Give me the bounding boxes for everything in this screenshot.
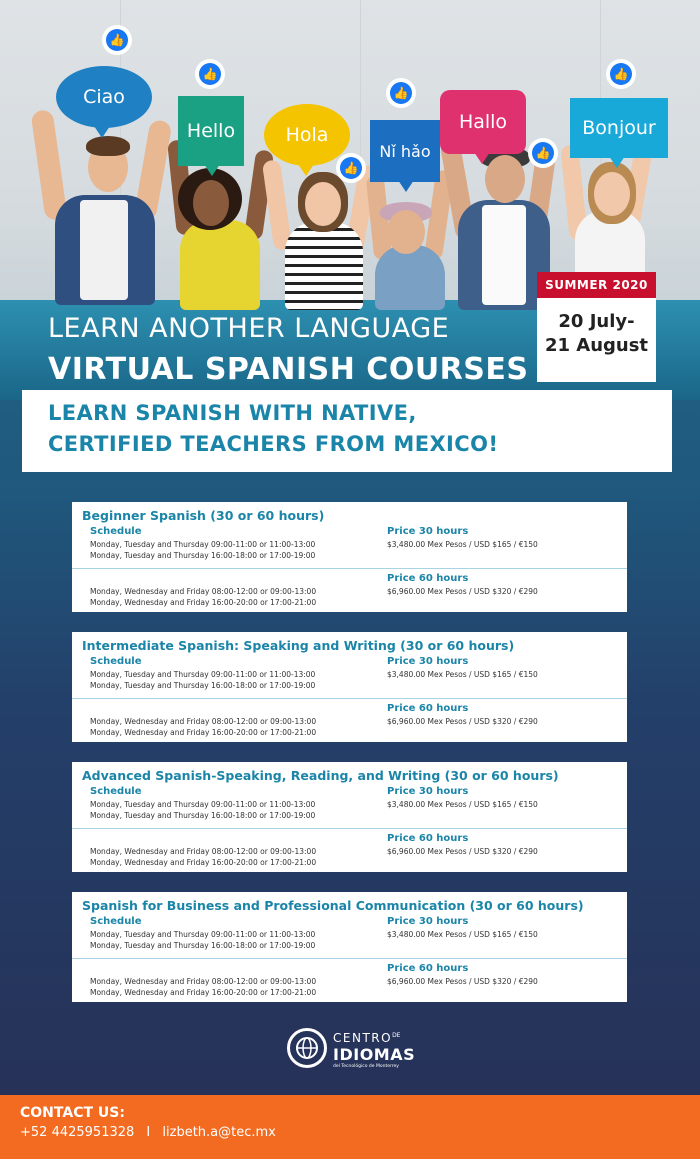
bubble-nihao: Nǐ hǎo (370, 120, 440, 182)
season-label: SUMMER 2020 (537, 272, 656, 298)
bubble-hola: Hola (264, 104, 350, 166)
schedule-line: Monday, Tuesday and Thursday 09:00-11:00 or 11:00-13:00 (90, 930, 316, 939)
price-30-value: $3,480.00 Mex Pesos / USD $165 / €150 (387, 670, 538, 679)
schedule-row-30 (72, 522, 627, 568)
price-60-label: Price 60 hours (387, 703, 469, 714)
date-box (537, 272, 656, 382)
schedule-row-60 (72, 958, 627, 1002)
schedule-line: Monday, Wednesday and Friday 16:00-20:00 or 17:00-21:00 (90, 598, 317, 607)
hero-banner (0, 0, 700, 400)
thumbs-up-icon: 👍 (388, 80, 414, 106)
bubble-bonjour: Bonjour (570, 98, 668, 158)
schedule-label: Schedule (90, 656, 142, 667)
schedule-line: Monday, Wednesday and Friday 16:00-20:00 or 17:00-21:00 (90, 858, 317, 867)
contact-email-link[interactable]: lizbeth.a@tec.mx (162, 1125, 276, 1140)
thumbs-up-icon: 👍 (104, 27, 130, 53)
hero-title-line2: VIRTUAL SPANISH COURSES (48, 352, 529, 387)
course-title: Advanced Spanish-Speaking, Reading, and Writing (30 or 60 hours) (82, 768, 559, 783)
price-60-value: $6,960.00 Mex Pesos / USD $320 / €290 (387, 977, 538, 986)
schedule-label: Schedule (90, 526, 142, 537)
tagline-line1: LEARN SPANISH WITH NATIVE, (48, 401, 417, 425)
bubble-hello: Hello (178, 96, 244, 166)
schedule-line: Monday, Tuesday and Thursday 16:00-18:00 or 17:00-19:00 (90, 681, 316, 690)
course-card-advanced (72, 762, 627, 872)
schedule-row-30 (72, 912, 627, 958)
schedule-label: Schedule (90, 916, 142, 927)
course-title: Beginner Spanish (30 or 60 hours) (82, 508, 325, 523)
schedule-line: Monday, Wednesday and Friday 08:00-12:00 or 09:00-13:00 (90, 977, 317, 986)
centro-de-idiomas-logo (287, 1025, 417, 1075)
schedule-row-30 (72, 652, 627, 698)
price-30-label: Price 30 hours (387, 656, 469, 667)
tagline-line2: CERTIFIED TEACHERS FROM MEXICO! (48, 432, 499, 456)
schedule-line: Monday, Wednesday and Friday 08:00-12:00 or 09:00-13:00 (90, 717, 317, 726)
thumbs-up-icon: 👍 (530, 140, 556, 166)
price-60-value: $6,960.00 Mex Pesos / USD $320 / €290 (387, 717, 538, 726)
schedule-line: Monday, Tuesday and Thursday 16:00-18:00 or 17:00-19:00 (90, 551, 316, 560)
price-30-value: $3,480.00 Mex Pesos / USD $165 / €150 (387, 540, 538, 549)
schedule-row-60 (72, 698, 627, 742)
course-title: Intermediate Spanish: Speaking and Writing (30 or 60 hours) (82, 638, 515, 653)
date-line2: 21 August (544, 335, 649, 356)
bubble-ciao: Ciao (56, 66, 152, 128)
logo-word-idiomas: IDIOMAS (333, 1045, 416, 1064)
tagline-band (22, 390, 672, 472)
contact-phone[interactable]: +52 4425951328 (20, 1125, 135, 1140)
schedule-line: Monday, Wednesday and Friday 08:00-12:00 or 09:00-13:00 (90, 587, 317, 596)
price-30-value: $3,480.00 Mex Pesos / USD $165 / €150 (387, 930, 538, 939)
schedule-row-60 (72, 828, 627, 872)
price-30-value: $3,480.00 Mex Pesos / USD $165 / €150 (387, 800, 538, 809)
thumbs-up-icon: 👍 (338, 155, 364, 181)
schedule-line: Monday, Tuesday and Thursday 09:00-11:00 or 11:00-13:00 (90, 800, 316, 809)
contact-separator: I (146, 1125, 151, 1140)
price-30-label: Price 30 hours (387, 916, 469, 927)
schedule-line: Monday, Tuesday and Thursday 16:00-18:00 or 17:00-19:00 (90, 941, 316, 950)
thumbs-up-icon: 👍 (608, 61, 634, 87)
schedule-line: Monday, Tuesday and Thursday 09:00-11:00 or 11:00-13:00 (90, 540, 316, 549)
course-card-beginner (72, 502, 627, 612)
logo-word-centro: $CENTRO^{DE}$ (333, 1031, 401, 1045)
course-card-business (72, 892, 627, 1002)
schedule-line: Monday, Wednesday and Friday 16:00-20:00 or 17:00-21:00 (90, 988, 317, 997)
price-30-label: Price 30 hours (387, 786, 469, 797)
price-60-value: $6,960.00 Mex Pesos / USD $320 / €290 (387, 587, 538, 596)
schedule-line: Monday, Wednesday and Friday 08:00-12:00 or 09:00-13:00 (90, 847, 317, 856)
schedule-row-30 (72, 782, 627, 828)
price-60-label: Price 60 hours (387, 573, 469, 584)
price-60-value: $6,960.00 Mex Pesos / USD $320 / €290 (387, 847, 538, 856)
contact-info (20, 1125, 700, 1140)
contact-heading: CONTACT US: (20, 1105, 125, 1121)
schedule-line: Monday, Tuesday and Thursday 09:00-11:00 or 11:00-13:00 (90, 670, 316, 679)
course-card-intermediate (72, 632, 627, 742)
hero-title-line1: LEARN ANOTHER LANGUAGE (48, 313, 450, 344)
logo-subtitle: del Tecnológico de Monterrey (333, 1064, 399, 1069)
price-60-label: Price 60 hours (387, 833, 469, 844)
globe-icon (287, 1028, 327, 1068)
schedule-line: Monday, Wednesday and Friday 16:00-20:00 or 17:00-21:00 (90, 728, 317, 737)
schedule-line: Monday, Tuesday and Thursday 16:00-18:00 or 17:00-19:00 (90, 811, 316, 820)
schedule-row-60 (72, 568, 627, 612)
bubble-hallo: Hallo (440, 90, 526, 154)
contact-footer (0, 1095, 700, 1159)
price-60-label: Price 60 hours (387, 963, 469, 974)
course-title: Spanish for Business and Professional Communication (30 or 60 hours) (82, 898, 584, 913)
price-30-label: Price 30 hours (387, 526, 469, 537)
date-line1: 20 July- (558, 311, 635, 332)
schedule-label: Schedule (90, 786, 142, 797)
thumbs-up-icon: 👍 (197, 61, 223, 87)
